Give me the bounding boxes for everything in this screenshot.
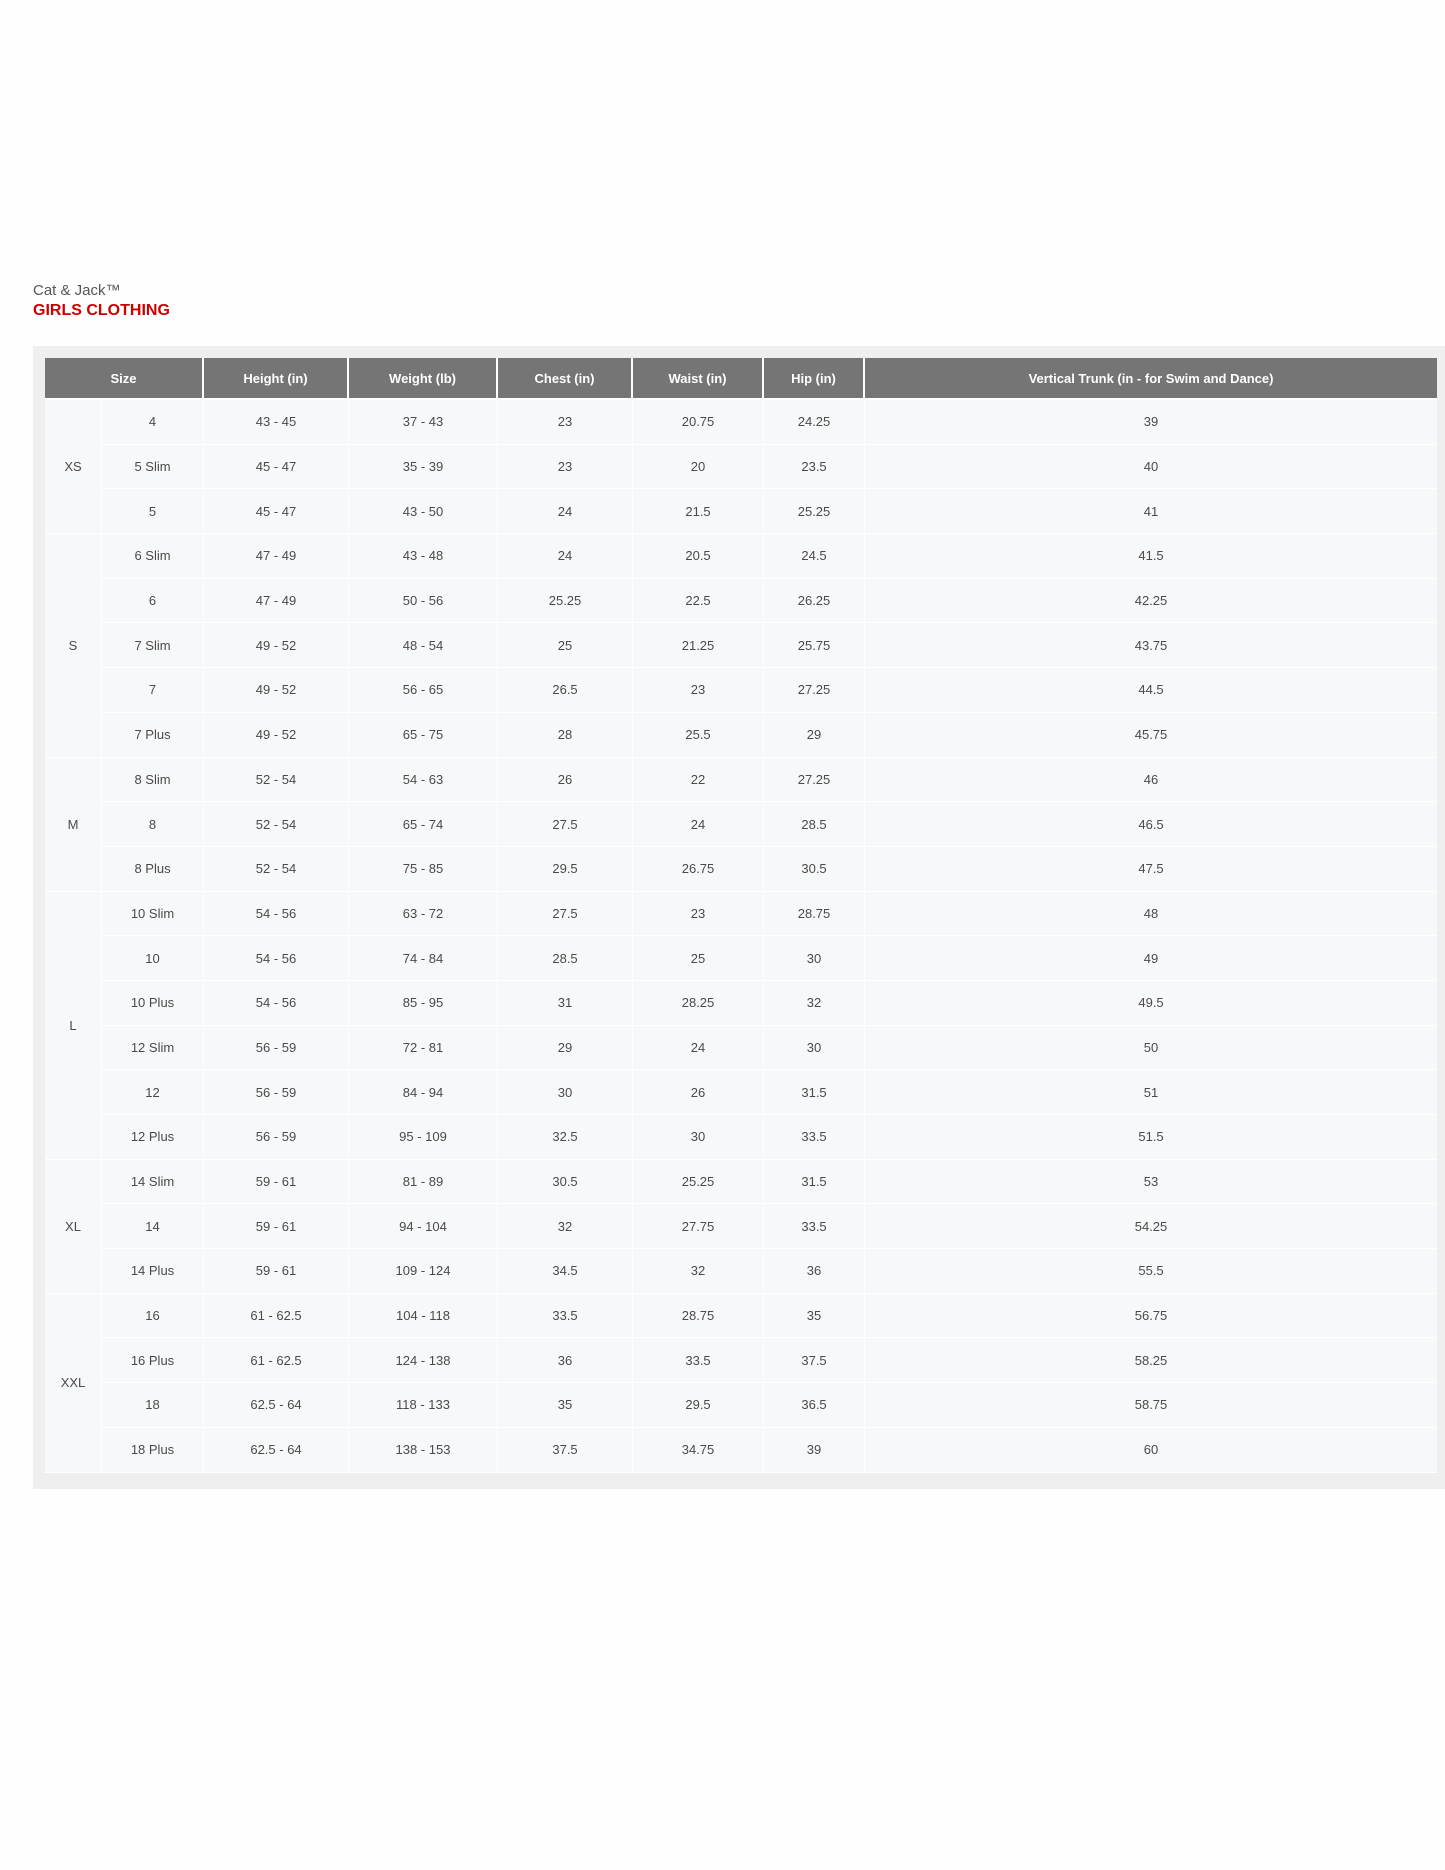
chest-cell: 30 [498, 1070, 633, 1115]
chest-cell: 32.5 [498, 1115, 633, 1160]
vertical-trunk-cell: 58.25 [865, 1338, 1437, 1383]
weight-cell: 75 - 85 [349, 847, 498, 892]
weight-cell: 50 - 56 [349, 579, 498, 624]
chest-cell: 34.5 [498, 1249, 633, 1294]
weight-cell: 95 - 109 [349, 1115, 498, 1160]
height-cell: 62.5 - 64 [204, 1428, 349, 1473]
chest-cell: 23 [498, 445, 633, 490]
weight-cell: 74 - 84 [349, 936, 498, 981]
size-group-cell: XXL [45, 1294, 102, 1473]
size-cell: 18 Plus [102, 1428, 204, 1473]
table-row [45, 668, 1437, 713]
weight-cell: 84 - 94 [349, 1070, 498, 1115]
size-cell: 12 Slim [102, 1026, 204, 1071]
header-weight: Weight (lb) [349, 358, 498, 400]
header-chest: Chest (in) [498, 358, 633, 400]
size-cell: 7 Slim [102, 623, 204, 668]
vertical-trunk-cell: 41 [865, 489, 1437, 534]
hip-cell: 28.5 [764, 802, 865, 847]
table-row [45, 1338, 1437, 1383]
vertical-trunk-cell: 56.75 [865, 1294, 1437, 1339]
table-row [45, 623, 1437, 668]
weight-cell: 35 - 39 [349, 445, 498, 490]
chest-cell: 33.5 [498, 1294, 633, 1339]
chest-cell: 28 [498, 713, 633, 758]
chest-cell: 25.25 [498, 579, 633, 624]
height-cell: 59 - 61 [204, 1160, 349, 1205]
size-cell: 14 Plus [102, 1249, 204, 1294]
height-cell: 54 - 56 [204, 981, 349, 1026]
table-row [45, 579, 1437, 624]
size-cell: 8 [102, 802, 204, 847]
vertical-trunk-cell: 41.5 [865, 534, 1437, 579]
vertical-trunk-cell: 50 [865, 1026, 1437, 1071]
height-cell: 52 - 54 [204, 847, 349, 892]
chest-cell: 23 [498, 400, 633, 445]
chest-cell: 29.5 [498, 847, 633, 892]
hip-cell: 25.25 [764, 489, 865, 534]
waist-cell: 26 [633, 1070, 764, 1115]
vertical-trunk-cell: 48 [865, 892, 1437, 937]
size-group-cell: M [45, 758, 102, 892]
height-cell: 47 - 49 [204, 534, 349, 579]
header-vertical-trunk: Vertical Trunk (in - for Swim and Dance) [865, 358, 1437, 400]
table-row [45, 1070, 1437, 1115]
height-cell: 54 - 56 [204, 892, 349, 937]
waist-cell: 22.5 [633, 579, 764, 624]
weight-cell: 118 - 133 [349, 1383, 498, 1428]
hip-cell: 26.25 [764, 579, 865, 624]
table-row [45, 892, 1437, 937]
table-row [45, 445, 1437, 490]
waist-cell: 20 [633, 445, 764, 490]
vertical-trunk-cell: 45.75 [865, 713, 1437, 758]
height-cell: 56 - 59 [204, 1070, 349, 1115]
table-row [45, 1160, 1437, 1205]
header-waist: Waist (in) [633, 358, 764, 400]
vertical-trunk-cell: 53 [865, 1160, 1437, 1205]
height-cell: 62.5 - 64 [204, 1383, 349, 1428]
size-group-cell: S [45, 534, 102, 757]
waist-cell: 34.75 [633, 1428, 764, 1473]
hip-cell: 24.5 [764, 534, 865, 579]
table-row [45, 936, 1437, 981]
size-cell: 16 [102, 1294, 204, 1339]
height-cell: 59 - 61 [204, 1249, 349, 1294]
size-cell: 16 Plus [102, 1338, 204, 1383]
table-row [45, 1383, 1437, 1428]
waist-cell: 23 [633, 668, 764, 713]
waist-cell: 23 [633, 892, 764, 937]
chest-cell: 36 [498, 1338, 633, 1383]
brand-name: Cat & Jack™ [33, 282, 121, 299]
weight-cell: 65 - 74 [349, 802, 498, 847]
hip-cell: 30 [764, 1026, 865, 1071]
waist-cell: 29.5 [633, 1383, 764, 1428]
chest-cell: 25 [498, 623, 633, 668]
hip-cell: 36.5 [764, 1383, 865, 1428]
waist-cell: 24 [633, 802, 764, 847]
waist-cell: 22 [633, 758, 764, 803]
size-cell: 10 Slim [102, 892, 204, 937]
hip-cell: 33.5 [764, 1115, 865, 1160]
vertical-trunk-cell: 49.5 [865, 981, 1437, 1026]
chest-cell: 27.5 [498, 892, 633, 937]
weight-cell: 81 - 89 [349, 1160, 498, 1205]
weight-cell: 85 - 95 [349, 981, 498, 1026]
size-cell: 12 Plus [102, 1115, 204, 1160]
height-cell: 49 - 52 [204, 668, 349, 713]
vertical-trunk-cell: 46.5 [865, 802, 1437, 847]
hip-cell: 27.25 [764, 758, 865, 803]
table-row [45, 1294, 1437, 1339]
size-cell: 8 Slim [102, 758, 204, 803]
size-cell: 18 [102, 1383, 204, 1428]
height-cell: 61 - 62.5 [204, 1338, 349, 1383]
chest-cell: 35 [498, 1383, 633, 1428]
weight-cell: 48 - 54 [349, 623, 498, 668]
table-row [45, 1115, 1437, 1160]
height-cell: 54 - 56 [204, 936, 349, 981]
size-group-cell: XL [45, 1160, 102, 1294]
height-cell: 49 - 52 [204, 623, 349, 668]
hip-cell: 37.5 [764, 1338, 865, 1383]
chest-cell: 37.5 [498, 1428, 633, 1473]
height-cell: 43 - 45 [204, 400, 349, 445]
size-cell: 7 [102, 668, 204, 713]
height-cell: 61 - 62.5 [204, 1294, 349, 1339]
table-row [45, 981, 1437, 1026]
chest-cell: 26.5 [498, 668, 633, 713]
size-cell: 10 Plus [102, 981, 204, 1026]
height-cell: 45 - 47 [204, 445, 349, 490]
brand-header [33, 282, 170, 321]
weight-cell: 37 - 43 [349, 400, 498, 445]
size-cell: 4 [102, 400, 204, 445]
table-row [45, 489, 1437, 534]
size-cell: 10 [102, 936, 204, 981]
category-title: GIRLS CLOTHING [33, 302, 170, 319]
hip-cell: 28.75 [764, 892, 865, 937]
size-cell: 5 Slim [102, 445, 204, 490]
chest-cell: 27.5 [498, 802, 633, 847]
header-row [45, 358, 1437, 400]
vertical-trunk-cell: 40 [865, 445, 1437, 490]
vertical-trunk-cell: 42.25 [865, 579, 1437, 624]
height-cell: 49 - 52 [204, 713, 349, 758]
height-cell: 56 - 59 [204, 1115, 349, 1160]
hip-cell: 25.75 [764, 623, 865, 668]
size-cell: 12 [102, 1070, 204, 1115]
chest-cell: 24 [498, 534, 633, 579]
hip-cell: 30 [764, 936, 865, 981]
table-row [45, 400, 1437, 445]
chest-cell: 28.5 [498, 936, 633, 981]
table-header [45, 358, 1437, 400]
waist-cell: 26.75 [633, 847, 764, 892]
header-size: Size [45, 358, 204, 400]
table-row [45, 1026, 1437, 1071]
vertical-trunk-cell: 49 [865, 936, 1437, 981]
weight-cell: 63 - 72 [349, 892, 498, 937]
table-body [45, 400, 1437, 1473]
height-cell: 56 - 59 [204, 1026, 349, 1071]
weight-cell: 43 - 48 [349, 534, 498, 579]
waist-cell: 28.75 [633, 1294, 764, 1339]
vertical-trunk-cell: 46 [865, 758, 1437, 803]
table-row [45, 713, 1437, 758]
hip-cell: 23.5 [764, 445, 865, 490]
vertical-trunk-cell: 58.75 [865, 1383, 1437, 1428]
waist-cell: 24 [633, 1026, 764, 1071]
chest-cell: 31 [498, 981, 633, 1026]
hip-cell: 24.25 [764, 400, 865, 445]
size-group-cell: XS [45, 400, 102, 534]
weight-cell: 104 - 118 [349, 1294, 498, 1339]
weight-cell: 54 - 63 [349, 758, 498, 803]
table-row [45, 847, 1437, 892]
chest-cell: 29 [498, 1026, 633, 1071]
waist-cell: 33.5 [633, 1338, 764, 1383]
hip-cell: 29 [764, 713, 865, 758]
hip-cell: 27.25 [764, 668, 865, 713]
hip-cell: 36 [764, 1249, 865, 1294]
vertical-trunk-cell: 54.25 [865, 1204, 1437, 1249]
vertical-trunk-cell: 47.5 [865, 847, 1437, 892]
size-group-cell: L [45, 892, 102, 1160]
weight-cell: 65 - 75 [349, 713, 498, 758]
vertical-trunk-cell: 39 [865, 400, 1437, 445]
size-cell: 6 [102, 579, 204, 624]
weight-cell: 138 - 153 [349, 1428, 498, 1473]
chest-cell: 32 [498, 1204, 633, 1249]
weight-cell: 72 - 81 [349, 1026, 498, 1071]
table-row [45, 1428, 1437, 1473]
height-cell: 52 - 54 [204, 758, 349, 803]
size-cell: 6 Slim [102, 534, 204, 579]
size-chart-frame [33, 346, 1445, 1489]
waist-cell: 28.25 [633, 981, 764, 1026]
size-cell: 8 Plus [102, 847, 204, 892]
vertical-trunk-cell: 51 [865, 1070, 1437, 1115]
hip-cell: 30.5 [764, 847, 865, 892]
vertical-trunk-cell: 44.5 [865, 668, 1437, 713]
height-cell: 47 - 49 [204, 579, 349, 624]
chest-cell: 30.5 [498, 1160, 633, 1205]
hip-cell: 32 [764, 981, 865, 1026]
height-cell: 52 - 54 [204, 802, 349, 847]
waist-cell: 32 [633, 1249, 764, 1294]
table-row [45, 758, 1437, 803]
height-cell: 45 - 47 [204, 489, 349, 534]
size-chart-table [45, 358, 1437, 1473]
waist-cell: 25.5 [633, 713, 764, 758]
waist-cell: 21.5 [633, 489, 764, 534]
weight-cell: 109 - 124 [349, 1249, 498, 1294]
weight-cell: 43 - 50 [349, 489, 498, 534]
vertical-trunk-cell: 55.5 [865, 1249, 1437, 1294]
table-row [45, 1204, 1437, 1249]
header-height: Height (in) [204, 358, 349, 400]
table-row [45, 534, 1437, 579]
chest-cell: 24 [498, 489, 633, 534]
waist-cell: 27.75 [633, 1204, 764, 1249]
waist-cell: 21.25 [633, 623, 764, 668]
waist-cell: 30 [633, 1115, 764, 1160]
hip-cell: 35 [764, 1294, 865, 1339]
weight-cell: 56 - 65 [349, 668, 498, 713]
waist-cell: 20.5 [633, 534, 764, 579]
weight-cell: 124 - 138 [349, 1338, 498, 1383]
height-cell: 59 - 61 [204, 1204, 349, 1249]
weight-cell: 94 - 104 [349, 1204, 498, 1249]
table-row [45, 802, 1437, 847]
hip-cell: 31.5 [764, 1160, 865, 1205]
vertical-trunk-cell: 51.5 [865, 1115, 1437, 1160]
waist-cell: 20.75 [633, 400, 764, 445]
hip-cell: 39 [764, 1428, 865, 1473]
vertical-trunk-cell: 43.75 [865, 623, 1437, 668]
size-cell: 14 Slim [102, 1160, 204, 1205]
table-row [45, 1249, 1437, 1294]
chest-cell: 26 [498, 758, 633, 803]
header-hip: Hip (in) [764, 358, 865, 400]
size-cell: 5 [102, 489, 204, 534]
size-cell: 7 Plus [102, 713, 204, 758]
size-cell: 14 [102, 1204, 204, 1249]
hip-cell: 33.5 [764, 1204, 865, 1249]
waist-cell: 25.25 [633, 1160, 764, 1205]
hip-cell: 31.5 [764, 1070, 865, 1115]
vertical-trunk-cell: 60 [865, 1428, 1437, 1473]
waist-cell: 25 [633, 936, 764, 981]
